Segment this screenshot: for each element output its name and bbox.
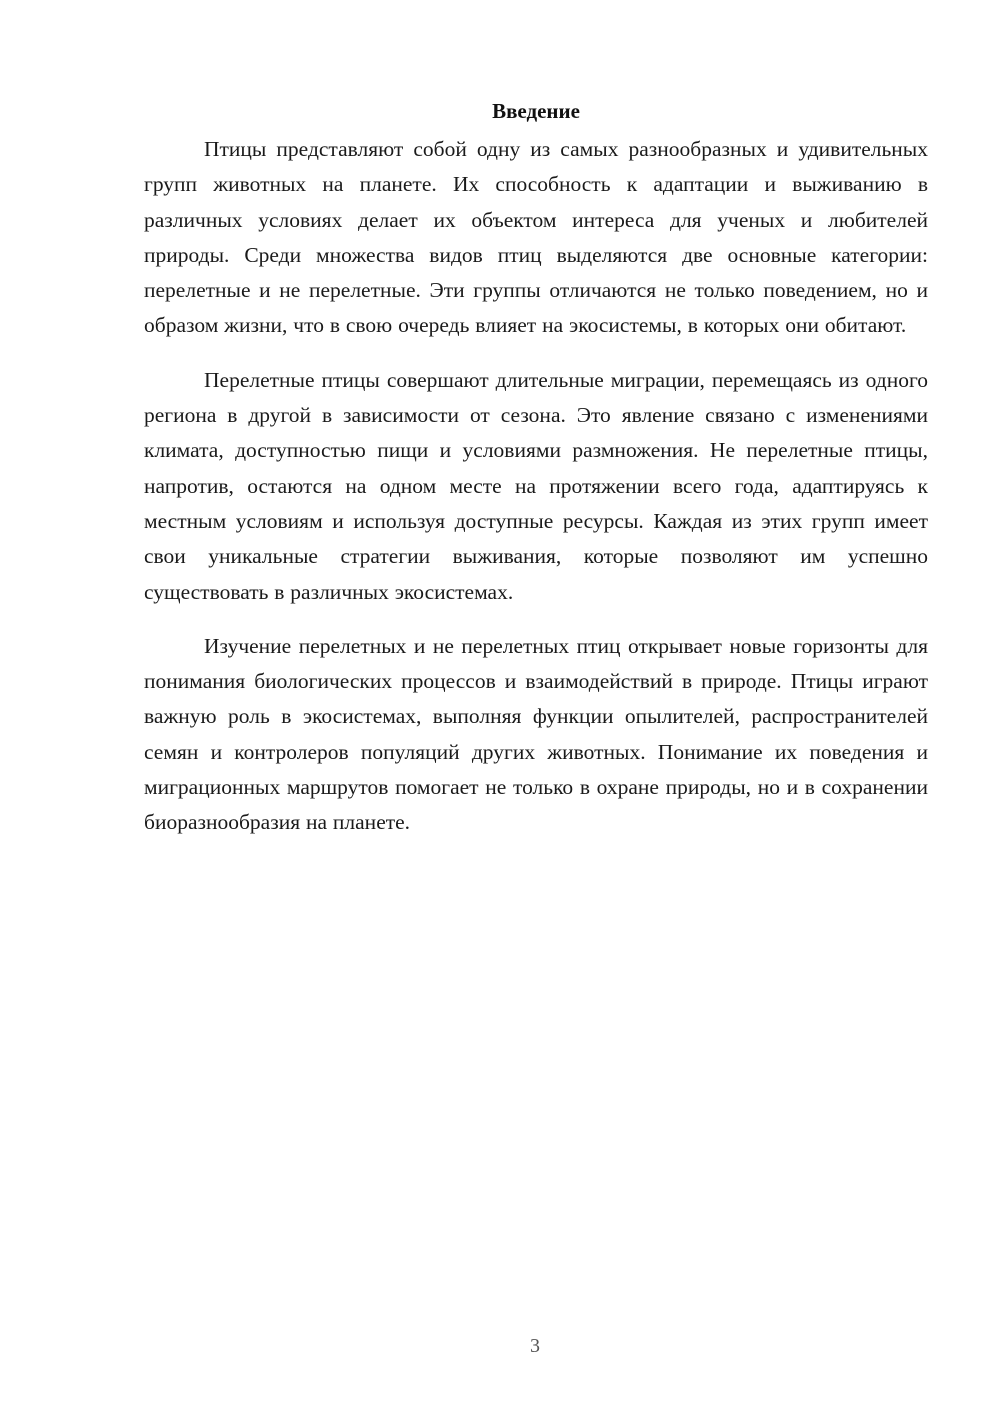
page-content <box>144 96 928 860</box>
section-title: Введение <box>492 99 580 123</box>
paragraph-intro: Птицы представляют собой одну из самых разнообразных и удивительных групп животных на планете. Их способность к адаптации и выживанию в различных условиях делает их объектом интереса для ученых и любителей природы. Среди множества видов птиц выделяются две основные категории: перелетные и не перелетные. Эти группы отличаются не только поведением, но и образом жизни, что в свою очередь влияет на экосистемы, в которых они обитают. <box>144 137 928 338</box>
paragraph-study: Изучение перелетных и не перелетных птиц открывает новые горизонты для понимания биологических процессов и взаимодействий в природе. Птицы играют важную роль в экосистемах, выполняя функции опылителей, распространителей семян и контролеров популяций других животных. Понимание их поведения и миграционных маршрутов помогает не только в охране природы, но и в сохранении биоразнообразия на планете. <box>144 633 928 835</box>
page-number: 3 <box>530 1335 540 1357</box>
paragraph-migration: Перелетные птицы совершают длительные миграции, перемещаясь из одного региона в другой в зависимости от сезона. Это явление связано с изменениями климата, доступностью пищи и условиями размножения. Не перелетные птицы, напротив, остаются на одном месте на протяжении всего года, адаптируясь к местным условиям и используя доступные ресурсы. Каждая из этих групп имеет свои уникальные стратегии выживания, которые позволяют им успешно существовать в различных экосистемах. <box>144 367 928 604</box>
